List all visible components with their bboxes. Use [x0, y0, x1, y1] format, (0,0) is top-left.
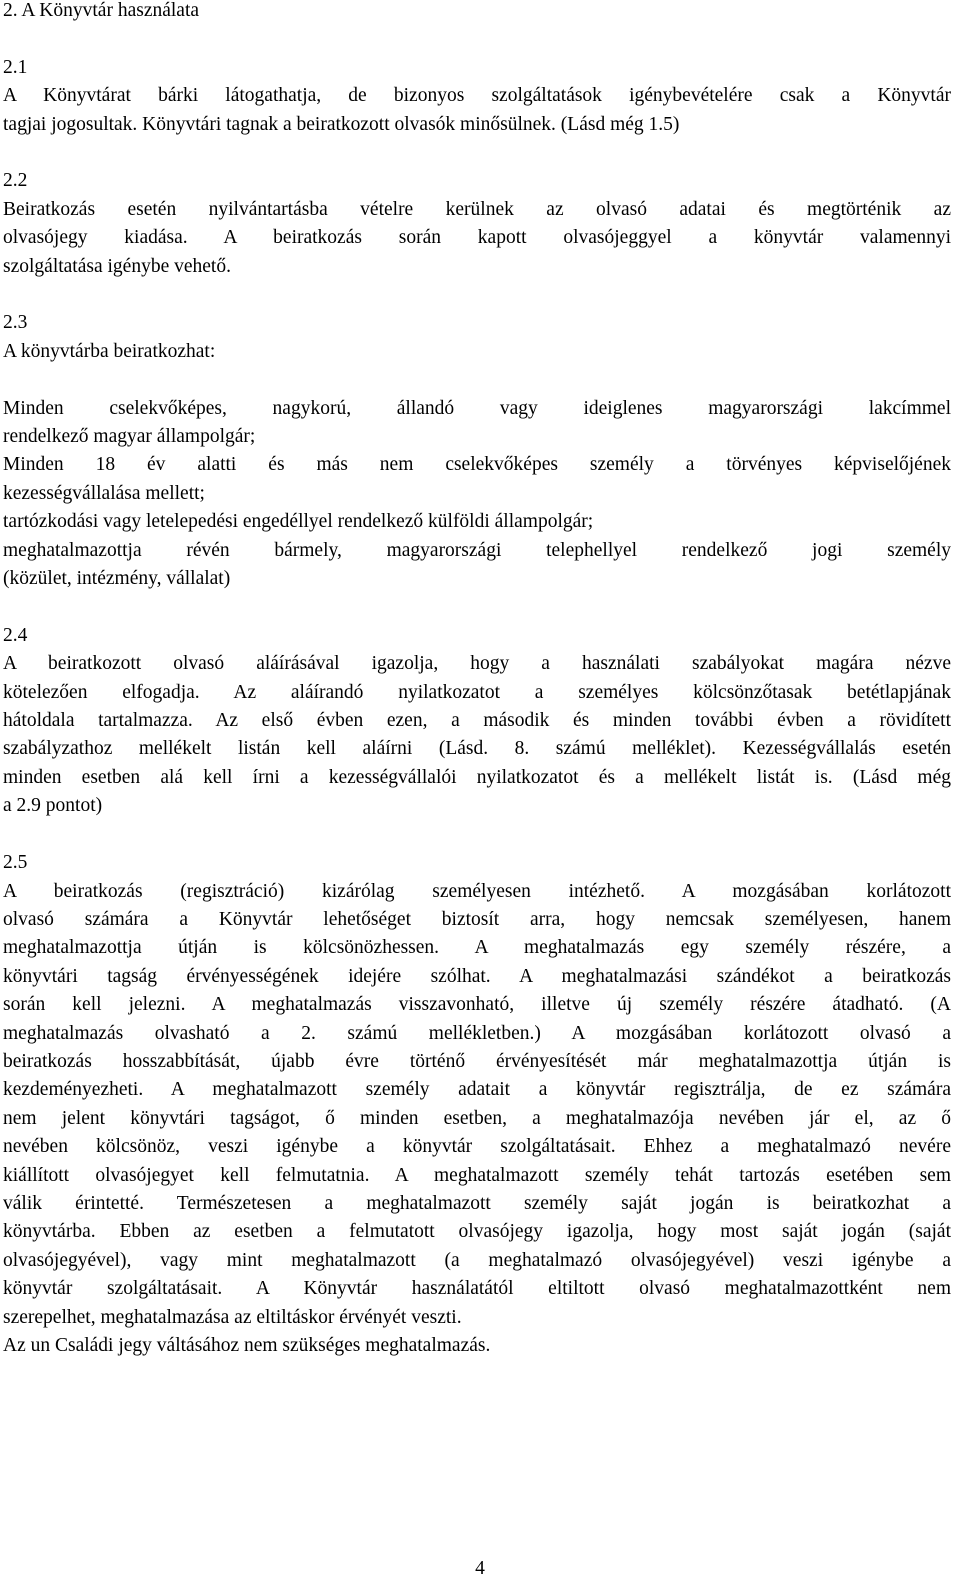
list-line: kezességvállalása mellett; [3, 482, 205, 504]
paragraph-line: olvasó számára a Könyvtár lehetőséget biztosít arra, hogy nemcsak személyesen, hanem [3, 908, 951, 930]
paragraph-line: meghatalmazás olvasható a 2. számú mellékletben.) A mozgásában korlátozott olvasó a [3, 1022, 951, 1044]
paragraph-line: válik érintetté. Természetesen a meghatalmazott személy saját jogán is beiratkozhat a [3, 1192, 951, 1214]
section-2-1 [3, 54, 951, 139]
list-line: rendelkező magyar állampolgár; [3, 426, 256, 448]
list-line: Minden cselekvőképes, nagykorú, állandó vagy ideiglenes magyarországi lakcímmel [3, 397, 951, 419]
section-number: 2.5 [3, 852, 28, 874]
paragraph-line: meghatalmazottja útján is kölcsönözhessen. A meghatalmazás egy személy részére, a [3, 937, 951, 959]
section-2-5 [3, 849, 951, 1360]
document-page [3, 0, 951, 1360]
document-title: 2. A Könyvtár használata [3, 0, 200, 21]
section-number: 2.4 [3, 624, 28, 646]
page-number: 4 [475, 1558, 485, 1579]
paragraph-line: hátoldala tartalmazza. Az első évben ezen, a második és minden további évben a rövidített [3, 710, 951, 732]
section-number: 2.2 [3, 170, 28, 192]
list-line: tartózkodási vagy letelepedési engedéllyel rendelkező külföldi állampolgár; [3, 511, 594, 533]
paragraph-line: tagjai jogosultak. Könyvtári tagnak a beiratkozott olvasók minősülnek. (Lásd még 1.5) [3, 113, 680, 135]
paragraph-line: könyvtárba. Ebben az esetben a felmutatott olvasójegy igazolja, hogy most saját jogán (saját [3, 1221, 951, 1243]
section-number: 2.3 [3, 312, 28, 334]
paragraph-line: nem jelent könyvtári tagságot, ő minden esetben, a meghatalmazója nevében jár el, az ő [3, 1107, 951, 1129]
list-line: meghatalmazottja révén bármely, magyarországi telephellyel rendelkező jogi személy [3, 539, 951, 561]
paragraph-line: minden esetben alá kell írni a kezességvállalói nyilatkozatot és a mellékelt listát is. (Lásd még [3, 766, 951, 788]
spacer [3, 366, 951, 394]
paragraph-line: szerepelhet, meghatalmazása az eltiltáskor érvényét veszti. [3, 1306, 462, 1328]
paragraph-line: A Könyvtárat bárki látogathatja, de bizonyos szolgáltatások igénybevételére csak a Könyvtár [3, 85, 951, 107]
paragraph-line: Beiratkozás esetén nyilvántartásba vételre kerülnek az olvasó adatai és megtörténik az [3, 198, 951, 220]
paragraph-line: kezdeményezheti. A meghatalmazott személy adatait a könyvtár regisztrálja, de ez számára [3, 1079, 951, 1101]
section-2-2 [3, 167, 951, 281]
paragraph-line: könyvtár szolgáltatásait. A Könyvtár használatától eltiltott olvasó meghatalmazottként nem [3, 1278, 951, 1300]
paragraph-line: olvasójegy kiadása. A beiratkozás során kapott olvasójeggyel a könyvtár valamennyi [3, 227, 951, 249]
section-2-4 [3, 622, 951, 821]
paragraph-line: könyvtári tagság érvényességének idejére szólhat. A meghatalmazási szándékot a beiratkozás [3, 965, 951, 987]
paragraph-line: A beiratkozott olvasó aláírásával igazolja, hogy a használati szabályokat magára nézve [3, 653, 951, 675]
paragraph-line: szabályzathoz mellékelt listán kell aláírni (Lásd. 8. számú melléklet). Kezességvállalás esetén [3, 738, 951, 760]
paragraph-line: kötelezően elfogadja. Az aláírandó nyilatkozatot a személyes kölcsönzőtasak betétlapjának [3, 681, 951, 703]
paragraph-line: A beiratkozás (regisztráció) kizárólag személyesen intézhető. A mozgásában korlátozott [3, 880, 951, 902]
paragraph-line: nevében kölcsönöz, veszi igénybe a könyvtár szolgáltatásait. Ehhez a meghatalmazó nevére [3, 1136, 951, 1158]
paragraph-line: olvasójegyével), vagy mint meghatalmazott (a meghatalmazó olvasójegyével) veszi igénybe a [3, 1249, 951, 1271]
section-number: 2.1 [3, 56, 28, 78]
paragraph-line: kiállított olvasójegyet kell felmutatnia. A meghatalmazott személy tehát tartozás esetében sem [3, 1164, 951, 1186]
paragraph-line: során kell jelezni. A meghatalmazás visszavonható, illetve új személy részére átadható. (A [3, 994, 951, 1016]
closing-line: Az un Családi jegy váltásához nem szükséges meghatalmazás. [3, 1335, 491, 1356]
paragraph-line: a 2.9 pontot) [3, 795, 103, 817]
list-line: (közület, intézmény, vállalat) [3, 568, 231, 590]
section-intro: A könyvtárba beiratkozhat: [3, 340, 216, 362]
paragraph-line: szolgáltatása igénybe vehető. [3, 255, 231, 277]
section-2-3 [3, 309, 951, 593]
paragraph-line: beiratkozás hosszabbítását, újabb évre történő érvényesítését már meghatalmazottja útján is [3, 1050, 951, 1072]
list-line: Minden 18 év alatti és más nem cselekvőképes személy a törvényes képviselőjének [3, 454, 951, 476]
